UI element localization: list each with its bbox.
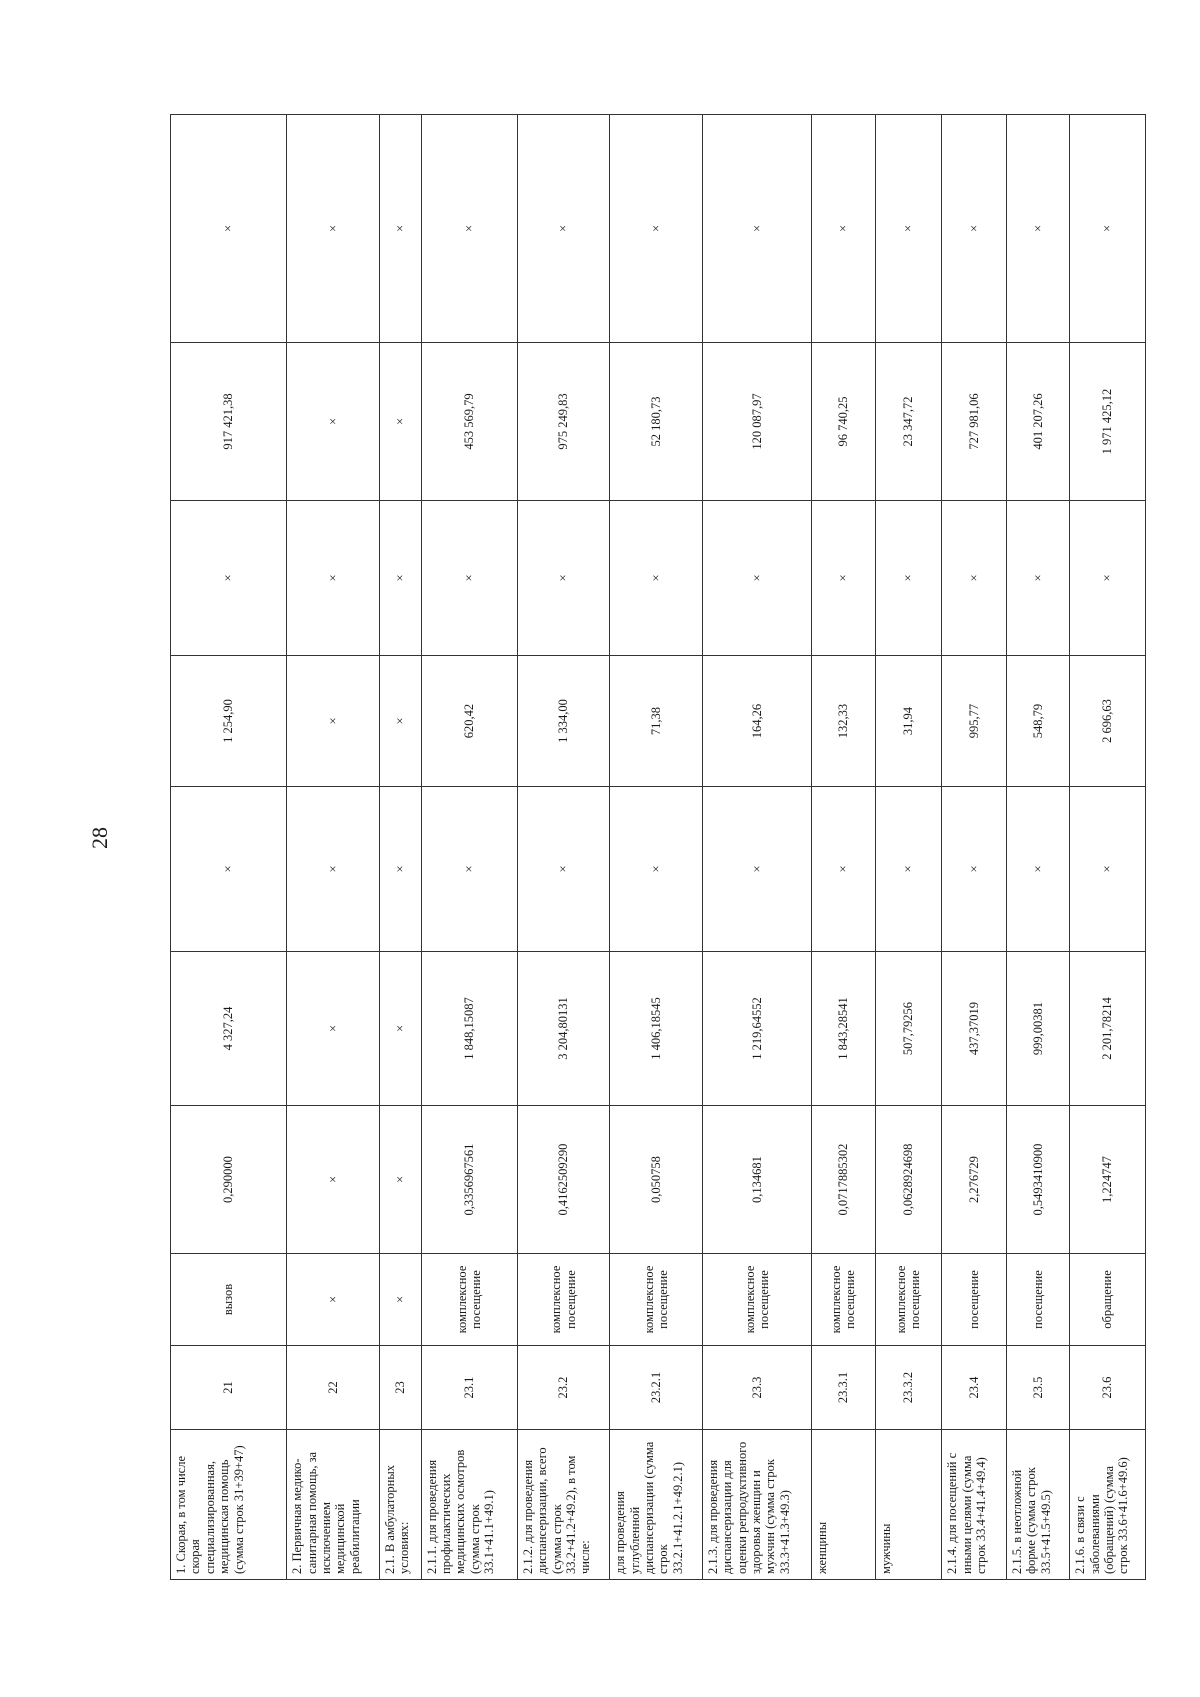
cell-per_capita: 620,42 <box>421 656 517 787</box>
cell-col6: × <box>517 787 610 952</box>
cell-norm_cost: × <box>287 952 380 1106</box>
cell-norm_cost: 1 848,15087 <box>421 952 517 1106</box>
table-row <box>702 115 811 1580</box>
cell-col8: × <box>1070 501 1146 656</box>
cell-col8: × <box>942 501 1007 656</box>
cell-col6: × <box>379 787 421 952</box>
cell-col6: × <box>1070 787 1146 952</box>
cell-col10: × <box>421 115 517 343</box>
cell-norm_volume: 0,3356967561 <box>421 1106 517 1254</box>
cell-row_no: 23.2 <box>517 1346 610 1430</box>
cell-sum: 917 421,38 <box>171 343 287 501</box>
cell-row_no: 21 <box>171 1346 287 1430</box>
cell-col10: × <box>875 115 942 343</box>
cell-per_capita: 132,33 <box>812 656 875 787</box>
cell-col8: × <box>287 501 380 656</box>
cell-norm_cost: 2 201,78214 <box>1070 952 1146 1106</box>
cell-col6: × <box>942 787 1007 952</box>
cell-row_no: 23.4 <box>942 1346 1007 1430</box>
cell-unit: комплексное посещение <box>875 1254 942 1346</box>
cell-col8: × <box>421 501 517 656</box>
cell-name: 1. Скорая, в том числе скорая специализированная, медицинская помощь (сумма строк 31+39+47) <box>171 1430 287 1580</box>
cell-row_no: 23.1 <box>421 1346 517 1430</box>
cell-unit: вызов <box>171 1254 287 1346</box>
cell-name: мужчины <box>875 1430 942 1580</box>
cell-col10: × <box>1070 115 1146 343</box>
cell-name: 2.1.1. для проведения профилактических медицинских осмотров (сумма строк 33.1+41.1+49.1) <box>421 1430 517 1580</box>
table-row <box>610 115 703 1580</box>
cell-col6: × <box>171 787 287 952</box>
cell-col8: × <box>517 501 610 656</box>
cost-norms-table <box>170 114 1146 1580</box>
cell-name: 2.1. В амбулаторных условиях: <box>379 1430 421 1580</box>
table-row <box>379 115 421 1580</box>
cell-unit: × <box>379 1254 421 1346</box>
cell-col10: × <box>171 115 287 343</box>
cell-per_capita: 2 696,63 <box>1070 656 1146 787</box>
table-body <box>171 115 1146 1580</box>
cell-col10: × <box>702 115 811 343</box>
cell-row_no: 23.5 <box>1006 1346 1069 1430</box>
cell-per_capita: 548,79 <box>1006 656 1069 787</box>
cell-name: для проведения углубленной диспансеризации (сумма строк 33.2.1+41.2.1+49.2.1) <box>610 1430 703 1580</box>
page-number: 28 <box>87 827 112 849</box>
cell-unit: комплексное посещение <box>517 1254 610 1346</box>
cell-row_no: 23.2.1 <box>610 1346 703 1430</box>
cell-name: 2.1.6. в связи с заболеваниями (обращений) (сумма строк 33.6+41.6+49.6) <box>1070 1430 1146 1580</box>
cell-norm_cost: 437,37019 <box>942 952 1007 1106</box>
cell-unit: обращение <box>1070 1254 1146 1346</box>
cell-norm_volume: 0,050758 <box>610 1106 703 1254</box>
cell-sum: 401 207,26 <box>1006 343 1069 501</box>
table-row <box>875 115 942 1580</box>
cell-norm_cost: 1 406,18545 <box>610 952 703 1106</box>
cell-row_no: 23.3.1 <box>812 1346 875 1430</box>
cell-norm_volume: 0,0717885302 <box>812 1106 875 1254</box>
cell-col6: × <box>702 787 811 952</box>
cell-col6: × <box>610 787 703 952</box>
cell-norm_volume: 0,134681 <box>702 1106 811 1254</box>
cell-per_capita: 1 334,00 <box>517 656 610 787</box>
table-frame <box>170 115 1146 1580</box>
cell-per_capita: 164,26 <box>702 656 811 787</box>
cell-norm_cost: 3 204,80131 <box>517 952 610 1106</box>
cell-col10: × <box>942 115 1007 343</box>
cell-per_capita: × <box>379 656 421 787</box>
table-row <box>1006 115 1069 1580</box>
cell-per_capita: × <box>287 656 380 787</box>
cell-name: 2.1.3. для проведения диспансеризации для оценки репродуктивного здоровья женщин и мужчин (сумма строк 33.3+41.3+49.3) <box>702 1430 811 1580</box>
cell-sum: × <box>287 343 380 501</box>
cell-norm_volume: 2,276729 <box>942 1106 1007 1254</box>
cell-col10: × <box>610 115 703 343</box>
cell-col8: × <box>171 501 287 656</box>
cell-norm_cost: 507,79256 <box>875 952 942 1106</box>
cell-sum: 453 569,79 <box>421 343 517 501</box>
cell-sum: 52 180,73 <box>610 343 703 501</box>
cell-col10: × <box>812 115 875 343</box>
cell-col6: × <box>421 787 517 952</box>
cell-col8: × <box>379 501 421 656</box>
rotated-table-wrapper <box>170 115 1146 1580</box>
cell-unit: комплексное посещение <box>702 1254 811 1346</box>
cell-unit: посещение <box>942 1254 1007 1346</box>
cell-norm_volume: 0,5493410900 <box>1006 1106 1069 1254</box>
table-row <box>517 115 610 1580</box>
cell-col8: × <box>875 501 942 656</box>
cell-norm_cost: 1 843,28541 <box>812 952 875 1106</box>
cell-name: 2. Первичная медико-санитарная помощь, за исключением медицинской реабилитации <box>287 1430 380 1580</box>
cell-name: 2.1.2. для проведения диспансеризации, всего (сумма строк 33.2+41.2+49.2), в том числе: <box>517 1430 610 1580</box>
cell-col8: × <box>610 501 703 656</box>
cell-norm_cost: 4 327,24 <box>171 952 287 1106</box>
cell-unit: комплексное посещение <box>812 1254 875 1346</box>
cell-col10: × <box>287 115 380 343</box>
cell-norm_volume: 0,0628924698 <box>875 1106 942 1254</box>
cell-norm_volume: 0,290000 <box>171 1106 287 1254</box>
cell-col10: × <box>379 115 421 343</box>
cell-norm_volume: × <box>287 1106 380 1254</box>
cell-name: 2.1.4. для посещений с иными целями (сумма строк 33.4+41.4+49.4) <box>942 1430 1007 1580</box>
table-row <box>942 115 1007 1580</box>
cell-unit: комплексное посещение <box>610 1254 703 1346</box>
cell-norm_cost: × <box>379 952 421 1106</box>
table-row <box>421 115 517 1580</box>
table-row <box>812 115 875 1580</box>
table-row <box>1070 115 1146 1580</box>
cell-unit: посещение <box>1006 1254 1069 1346</box>
cell-col8: × <box>1006 501 1069 656</box>
cell-sum: 727 981,06 <box>942 343 1007 501</box>
cell-sum: 96 740,25 <box>812 343 875 501</box>
cell-norm_volume: × <box>379 1106 421 1254</box>
cell-name: 2.1.5. в неотложной форме (сумма строк 33.5+41.5+49.5) <box>1006 1430 1069 1580</box>
cell-per_capita: 995,77 <box>942 656 1007 787</box>
cell-norm_volume: 1,224747 <box>1070 1106 1146 1254</box>
cell-col8: × <box>812 501 875 656</box>
cell-row_no: 23 <box>379 1346 421 1430</box>
cell-unit: × <box>287 1254 380 1346</box>
cell-sum: 120 087,97 <box>702 343 811 501</box>
table-row <box>171 115 287 1580</box>
cell-col10: × <box>1006 115 1069 343</box>
cell-norm_cost: 999,00381 <box>1006 952 1069 1106</box>
cell-row_no: 23.3.2 <box>875 1346 942 1430</box>
cell-norm_volume: 0,4162509290 <box>517 1106 610 1254</box>
cell-per_capita: 31,94 <box>875 656 942 787</box>
cell-row_no: 23.6 <box>1070 1346 1146 1430</box>
cell-unit: комплексное посещение <box>421 1254 517 1346</box>
cell-col6: × <box>287 787 380 952</box>
cell-row_no: 22 <box>287 1346 380 1430</box>
cell-sum: 23 347,72 <box>875 343 942 501</box>
cell-col6: × <box>875 787 942 952</box>
cell-per_capita: 71,38 <box>610 656 703 787</box>
cell-sum: 975 249,83 <box>517 343 610 501</box>
cell-name: женщины <box>812 1430 875 1580</box>
cell-col8: × <box>702 501 811 656</box>
cell-col6: × <box>812 787 875 952</box>
cell-norm_cost: 1 219,64552 <box>702 952 811 1106</box>
cell-col10: × <box>517 115 610 343</box>
cell-row_no: 23.3 <box>702 1346 811 1430</box>
cell-col6: × <box>1006 787 1069 952</box>
table-row <box>287 115 380 1580</box>
cell-per_capita: 1 254,90 <box>171 656 287 787</box>
cell-sum: 1 971 425,12 <box>1070 343 1146 501</box>
cell-sum: × <box>379 343 421 501</box>
